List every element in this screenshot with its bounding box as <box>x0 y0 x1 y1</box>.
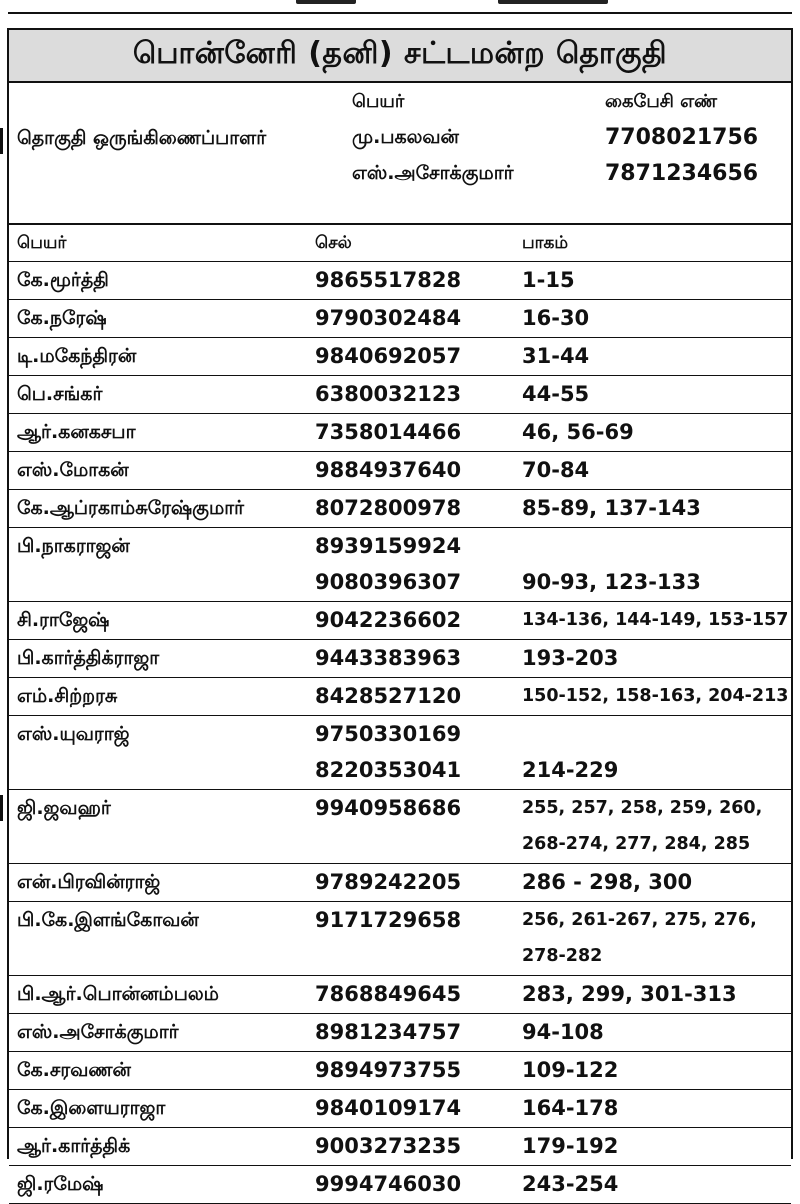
row-part-range: 134-136, 144-149, 153-157 <box>522 610 789 630</box>
table-row <box>9 716 791 790</box>
table-row <box>9 528 791 602</box>
row-cell-number: 9865517828 <box>315 268 462 292</box>
row-cell-number: 8981234757 <box>315 1020 462 1044</box>
row-cell-number: 9840109174 <box>315 1096 462 1120</box>
table-row <box>9 976 791 1014</box>
row-name: ஜி.ஜவஹர் <box>17 797 111 819</box>
coordinator-phone: 7708021756 <box>605 125 759 150</box>
table-row <box>9 864 791 902</box>
row-part-range: 179-192 <box>522 1134 619 1158</box>
table-row <box>9 490 791 528</box>
table-row <box>9 414 791 452</box>
table-row <box>9 602 791 640</box>
table-row <box>9 1014 791 1052</box>
row-part-range: 150-152, 158-163, 204-213 <box>522 686 789 706</box>
constituency-title: பொன்னேரி (தனி) சட்டமன்ற தொகுதி <box>9 30 791 83</box>
row-name: பி.கார்த்திக்ராஜா <box>17 647 160 669</box>
row-cell-number: 9894973755 <box>315 1058 462 1082</box>
row-cell-number: 9789242205 <box>315 870 462 894</box>
row-cell-number: 9042236602 <box>315 608 462 632</box>
row-name: எஸ்.யுவராஜ் <box>17 723 130 745</box>
row-name: கே.சரவணன் <box>17 1059 131 1081</box>
table-row <box>9 1052 791 1090</box>
coordinator-name: மு.பகலவன் <box>352 126 459 148</box>
coordinator-phone: 7871234656 <box>605 161 759 186</box>
row-name: கே.இளையராஜா <box>17 1097 166 1119</box>
table-row <box>9 1090 791 1128</box>
column-header-name: பெயர் <box>17 233 67 253</box>
coordinator-name: எஸ்.அசோக்குமார் <box>352 162 514 184</box>
table-row <box>9 790 791 864</box>
table-row <box>9 902 791 976</box>
row-cell-number: 7358014466 <box>315 420 462 444</box>
row-cell-number: 9750330169 8220353041 <box>315 722 462 782</box>
row-name: எஸ்.மோகன் <box>17 459 129 481</box>
row-part-range: 286 - 298, 300 <box>522 870 693 894</box>
margin-mark <box>0 795 3 821</box>
row-cell-number: 9840692057 <box>315 344 462 368</box>
row-name: டி.மகேந்திரன் <box>17 345 137 367</box>
row-name: கே.நரேஷ் <box>17 307 107 329</box>
row-part-range: 256, 261-267, 275, 276, 278-282 <box>522 910 757 966</box>
table-row <box>9 376 791 414</box>
table-row <box>9 262 791 300</box>
row-name: கே.மூர்த்தி <box>17 269 109 291</box>
row-part-range: 46, 56-69 <box>522 420 634 444</box>
row-part-range: 164-178 <box>522 1096 619 1120</box>
row-part-range: 109-122 <box>522 1058 619 1082</box>
row-cell-number: 9884937640 <box>315 458 462 482</box>
row-name: பி.ஆர்.பொன்னம்பலம் <box>17 983 219 1005</box>
coordinator-section <box>9 83 791 225</box>
row-cell-number: 9790302484 <box>315 306 462 330</box>
table-row <box>9 452 791 490</box>
table-header-row <box>9 225 791 262</box>
row-part-range: 31-44 <box>522 344 590 368</box>
table-row <box>9 678 791 716</box>
row-part-range: 16-30 <box>522 306 590 330</box>
row-cell-number: 8428527120 <box>315 684 462 708</box>
row-cell-number: 8072800978 <box>315 496 462 520</box>
row-cell-number: 8939159924 9080396307 <box>315 534 462 594</box>
booth-incharge-table <box>9 225 791 1204</box>
row-part-range: 94-108 <box>522 1020 604 1044</box>
row-name: ஆர்.கனகசபா <box>17 421 136 443</box>
row-name: ஆர்.கார்த்திக் <box>17 1135 131 1157</box>
coordinator-phone-header: கைபேசி எண் <box>605 91 718 112</box>
row-part-range: 70-84 <box>522 458 590 482</box>
row-part-range: 85-89, 137-143 <box>522 496 701 520</box>
previous-section-edge <box>8 0 792 14</box>
row-name: பி.நாகராஜன் <box>17 535 130 557</box>
table-row <box>9 300 791 338</box>
row-name: சி.ராஜேஷ் <box>17 609 110 631</box>
row-cell-number: 9994746030 <box>315 1172 462 1196</box>
row-part-range: 44-55 <box>522 382 590 406</box>
table-row <box>9 1166 791 1204</box>
column-header-cell: செல் <box>315 233 352 253</box>
row-part-range: 1-15 <box>522 268 575 292</box>
row-part-range: 255, 257, 258, 259, 260, 268-274, 277, 284, 285 <box>522 798 763 854</box>
row-cell-number: 7868849645 <box>315 982 462 1006</box>
table-row <box>9 640 791 678</box>
cropped-text-fragment <box>498 0 608 4</box>
row-name: எம்.சிற்றரசு <box>17 685 118 707</box>
column-header-part: பாகம் <box>522 233 569 253</box>
constituency-contact-sheet <box>7 28 793 1196</box>
row-cell-number: 9940958686 <box>315 796 462 820</box>
row-name: கே.ஆப்ரகாம்சுரேஷ்குமார் <box>17 497 245 519</box>
row-name: பி.கே.இளங்கோவன் <box>17 909 199 931</box>
row-part-range: 193-203 <box>522 646 619 670</box>
row-part-range: 243-254 <box>522 1172 619 1196</box>
row-part-range: 90-93, 123-133 <box>522 570 701 594</box>
row-part-range: 214-229 <box>522 758 619 782</box>
row-cell-number: 9171729658 <box>315 908 462 932</box>
row-name: ஜி.ரமேஷ் <box>17 1173 104 1195</box>
row-name: எஸ்.அசோக்குமார் <box>17 1021 179 1043</box>
table-row <box>9 1128 791 1166</box>
row-cell-number: 6380032123 <box>315 382 462 406</box>
row-name: என்.பிரவின்ராஜ் <box>17 871 161 893</box>
cropped-text-fragment <box>296 0 356 4</box>
coordinator-role-label: தொகுதி ஒருங்கிணைப்பாளர் <box>17 127 267 149</box>
row-name: பெ.சங்கர் <box>17 383 103 405</box>
row-cell-number: 9003273235 <box>315 1134 462 1158</box>
table-row <box>9 338 791 376</box>
row-cell-number: 9443383963 <box>315 646 462 670</box>
row-part-range: 283, 299, 301-313 <box>522 982 737 1006</box>
margin-mark <box>0 128 3 154</box>
coordinator-name-header: பெயர் <box>352 91 405 112</box>
